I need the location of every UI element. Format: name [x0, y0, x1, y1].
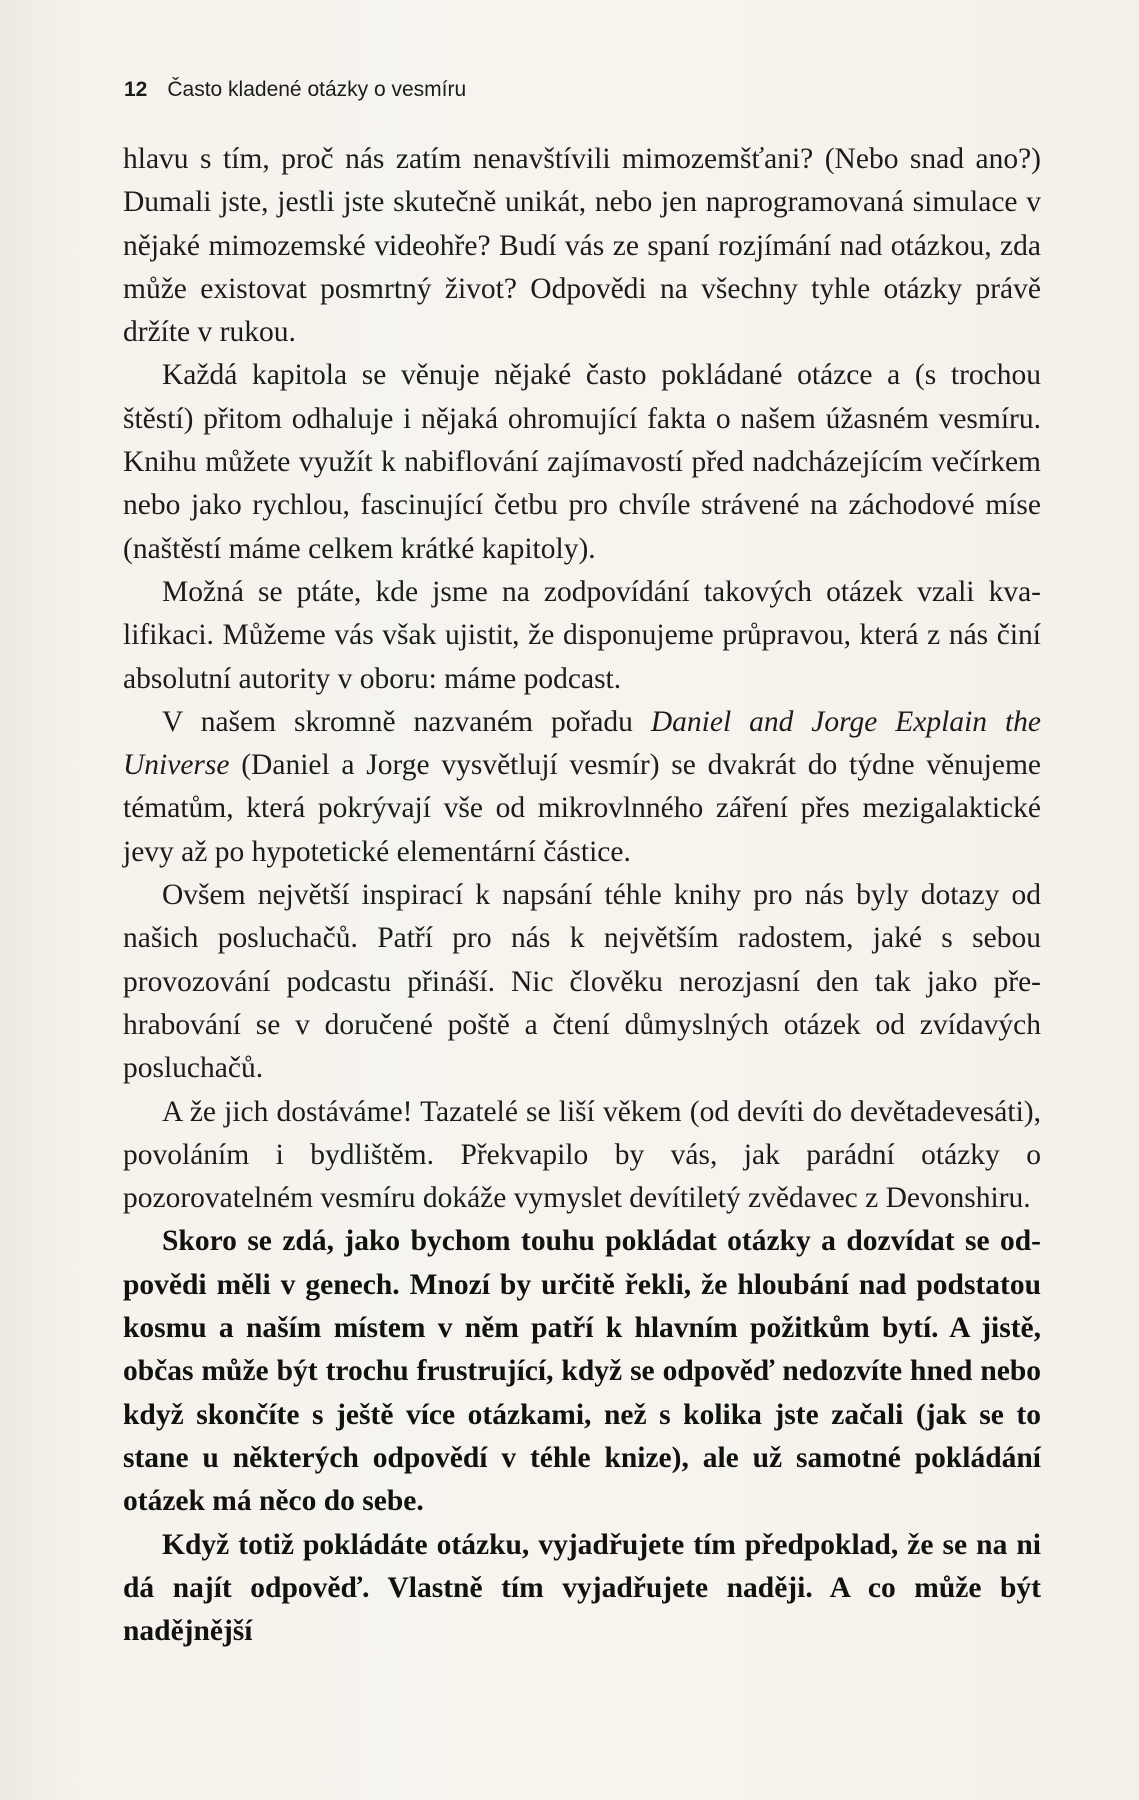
paragraph-4-after: (Daniel a Jorge vysvětlují vesmír) se dvakrát do týdne věnujeme tématům, která pokrývají vše od mikrovlnného záření přes mezigalaktické jevy až po hypotetické elementární částice.	[123, 749, 1041, 868]
paragraph-6: A že jich dostáváme! Tazatelé se liší věkem (od devíti do devětadevesáti), povoláním i bydlištěm. Překvapilo by vás, jak parádní otázky o pozorovatelném vesmíru dokáže vymyslet devítiletý zvědavec z Devonshiru.	[123, 1095, 1041, 1215]
running-title: Často kladené otázky o vesmíru	[167, 78, 467, 101]
paragraph-3: Možná se ptáte, kde jsme na zodpovídání takových otázek vzali kvalifikaci. Můžeme vás však ujistit, že disponujeme průpravou, která z nás činí absolutní autority v oboru: máme podcast.	[123, 575, 1041, 695]
paragraph-2: Každá kapitola se věnuje nějaké často pokládané otázce a (s trochou štěstí) přitom odhaluje i nějaká ohromující fakta o našem úžasném vesmíru. Knihu můžete využít k nabiflování zajímavostí před nadcházejícím večírkem nebo jako rychlou, fascinující četbu pro chvíle strávené na záchodové míse (naštěstí máme celkem krátké kapitoly).	[123, 359, 1041, 565]
paragraph-7: Skoro se zdá, jako bychom touhu pokládat otázky a dozvídat se odpovědi měli v genech. Mnozí by určitě řekli, že hloubání nad podstatou kosmu a naším místem v něm patří k hlavním požitkům bytí. A jistě, občas může být trochu frustrující, když se odpověď nedozvíte hned nebo když skončíte s ještě více otázkami, než s kolika jste začali (jak se to stane u některých odpovědí v téhle knize), ale už samotné pokládání otázek má něco do sebe.	[123, 1225, 1041, 1518]
running-head	[124, 78, 466, 102]
paragraph-1: hlavu s tím, proč nás zatím nenavštívili mimozemšťani? (Nebo snad ano?) Dumali jste, jestli jste skutečně unikát, nebo jen naprogramovaná simulace v nějaké mimozemské videohře? Budí vás ze spaní rozjímání nad otázkou, zda může existovat posmrtný život? Odpovědi na všechny tyhle otázky právě držíte v rukou.	[123, 143, 1041, 349]
body-text	[123, 138, 1041, 1653]
paragraph-4-before: V našem skromně nazvaném pořadu	[162, 705, 651, 738]
podcast-title: Daniel and Jorge Explain the Universe	[123, 705, 1041, 782]
paragraph-8: Když totiž pokládáte otázku, vyjadřujete tím předpoklad, že se na ni dá najít odpověď. Vlastně tím vyjadřujete naději. A co může být nadějnější	[123, 1528, 1041, 1648]
paragraph-4	[123, 701, 1041, 874]
paragraph-5: Ovšem největší inspirací k napsání téhle knihy pro nás byly dotazy od našich posluchačů. Patří pro nás k největším radostem, jaké s sebou provozování podcastu přináší. Nic člověku nerozjasní den tak jako přehrabování se v doručené poště a čtení důmyslných otázek od zvídavých posluchačů.	[123, 879, 1041, 1085]
page-number: 12	[124, 78, 148, 101]
